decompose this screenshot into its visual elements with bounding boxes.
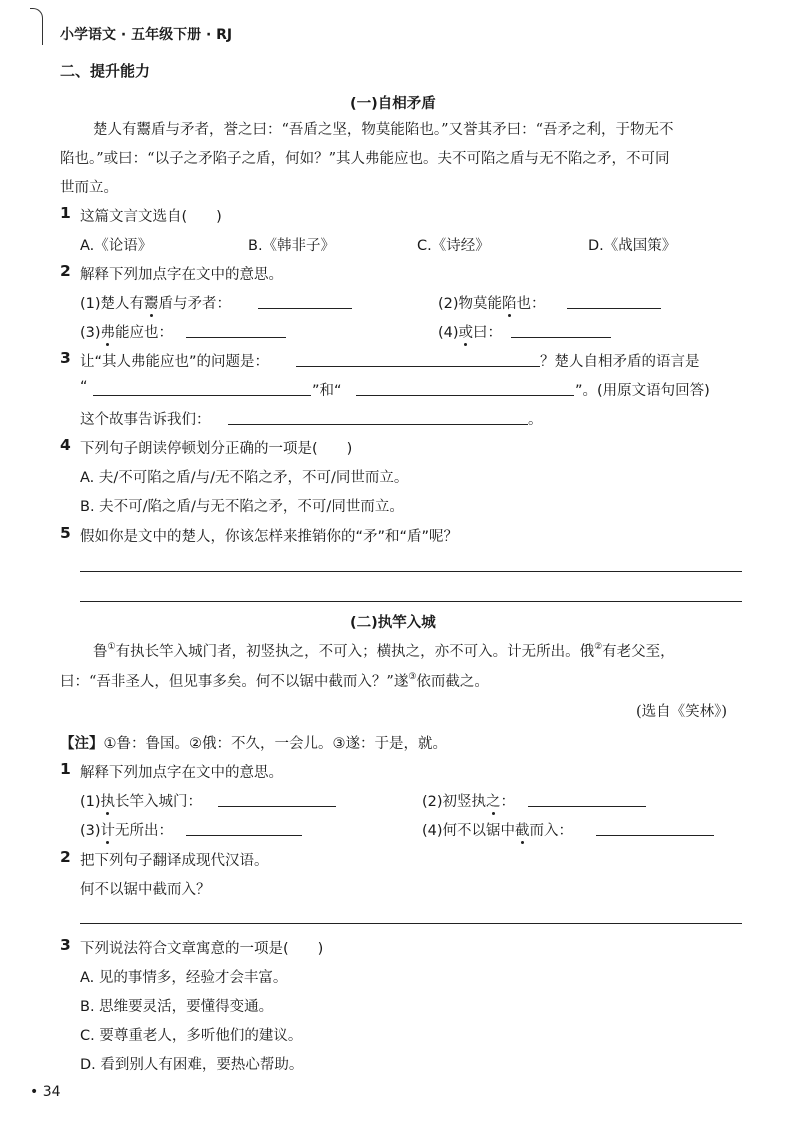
passage1-line: 陷也。”或曰：“以子之矛陷子之盾，何如？”其人弗能应也。夫不可陷之盾与无不陷之矛，不可同 (60, 151, 670, 167)
item-1: (1)执长竿入城门： (80, 794, 203, 810)
answer-line[interactable] (186, 337, 286, 338)
option-a[interactable]: A. 见的事情多，经验才会丰富。 (80, 970, 288, 986)
passage2-title: (二)执竿入城 (350, 615, 436, 631)
item-3: (3)计无所出： (80, 823, 174, 839)
passage1-line: 世而立。 (60, 180, 118, 196)
question-text: 解释下列加点字在文中的意思。 (80, 765, 283, 781)
item-3: (3)弗能应也： (80, 325, 174, 341)
section-title: 二、提升能力 (60, 62, 151, 80)
question-number: 3 (60, 349, 71, 367)
question-number: 1 (60, 204, 71, 222)
question-text: 下列说法符合文章寓意的一项是( ) (80, 941, 324, 957)
dotted-char: 执 (100, 794, 116, 810)
question-number: 4 (60, 436, 71, 454)
answer-line[interactable] (596, 835, 714, 836)
sentence: 何不以锯中截而入？ (80, 882, 211, 898)
item-1: (1)楚人有鬻盾与矛者： (80, 296, 232, 312)
dotted-char: 陷 (502, 296, 517, 312)
question-text: 这篇文言文选自( ) (80, 209, 222, 225)
question-text: 让“其人弗能应也”的问题是： (80, 354, 270, 370)
option-a[interactable]: A.《论语》 (80, 238, 153, 254)
option-d[interactable]: D. 看到别人有困难，要热心帮助。 (80, 1057, 304, 1073)
answer-line[interactable] (186, 835, 302, 836)
page-corner-mark (30, 8, 43, 45)
question-text: 解释下列加点字在文中的意思。 (80, 267, 283, 283)
answer-line[interactable] (528, 806, 646, 807)
answer-line[interactable] (567, 308, 661, 309)
question-number: 1 (60, 760, 71, 778)
period: 。 (528, 412, 543, 428)
item-4: (4)何不以锯中截而入： (422, 823, 574, 839)
dotted-char: 或 (458, 325, 474, 341)
answer-line[interactable] (93, 395, 311, 396)
option-b[interactable]: B.《韩非子》 (248, 238, 336, 254)
option-a[interactable]: A. 夫/不可陷之盾/与/无不陷之矛，不可/同世而立。 (80, 470, 409, 486)
dotted-char: 计 (100, 823, 116, 839)
answer-line[interactable] (258, 308, 352, 309)
question-text: ？楚人自相矛盾的语言是 (540, 354, 700, 370)
passage2-line: 曰：“吾非圣人，但见事多矣。何不以锯中截而入？”遂③依而截之。 (60, 672, 489, 690)
option-d[interactable]: D.《战国策》 (588, 238, 677, 254)
quote-and: ”和“ (312, 383, 342, 399)
page-number: • 34 (30, 1084, 61, 1100)
answer-line[interactable] (511, 337, 611, 338)
option-b[interactable]: B. 思维要灵活，要懂得变通。 (80, 999, 274, 1015)
question-text: 假如你是文中的楚人，你该怎样来推销你的“矛”和“盾”呢？ (80, 529, 459, 545)
item-2: (2)初竖执之： (422, 794, 516, 810)
answer-line[interactable] (80, 923, 742, 924)
passage1-line: 楚人有鬻盾与矛者，誉之曰：“吾盾之坚，物莫能陷也。”又誉其矛曰：“吾矛之利，于物无不 (93, 122, 674, 138)
answer-line[interactable] (218, 806, 336, 807)
passage1-title: (一)自相矛盾 (350, 96, 436, 112)
dotted-char: 鬻 (144, 296, 159, 312)
source-note: (选自《笑林》) (636, 704, 728, 720)
header-title: 小学语文 · 五年级下册 · RJ (60, 27, 233, 43)
question-text: 下列句子朗读停顿划分正确的一项是( ) (80, 441, 353, 457)
question-number: 2 (60, 848, 71, 866)
item-2: (2)物莫能陷也： (438, 296, 546, 312)
dotted-char: 截 (515, 823, 530, 839)
dotted-char: 之 (486, 794, 501, 810)
quote-open: “ (80, 379, 88, 395)
answer-line[interactable] (80, 601, 742, 602)
option-c[interactable]: C. 要尊重老人，多听他们的建议。 (80, 1028, 303, 1044)
question-number: 2 (60, 262, 71, 280)
answer-note: ”。(用原文语句回答) (575, 383, 710, 399)
dotted-char: 弗 (100, 325, 116, 341)
answer-line[interactable] (228, 424, 528, 425)
answer-line[interactable] (296, 366, 540, 367)
answer-line[interactable] (356, 395, 574, 396)
passage2-line: 鲁①有执长竿入城门者，初竖执之，不可入；横执之，亦不可入。计无所出。俄②有老父至， (93, 642, 675, 660)
annotation: 【注】①鲁：鲁国。②俄：不久，一会儿。③遂：于是，就。 (60, 736, 447, 752)
question-number: 3 (60, 936, 71, 954)
option-b[interactable]: B. 夫不可/陷之盾/与无不陷之矛，不可/同世而立。 (80, 499, 404, 515)
option-c[interactable]: C.《诗经》 (417, 238, 490, 254)
question-text: 这个故事告诉我们： (80, 412, 211, 428)
answer-line[interactable] (80, 571, 742, 572)
item-4: (4)或曰： (438, 325, 503, 341)
question-text: 把下列句子翻译成现代汉语。 (80, 853, 269, 869)
question-number: 5 (60, 524, 71, 542)
